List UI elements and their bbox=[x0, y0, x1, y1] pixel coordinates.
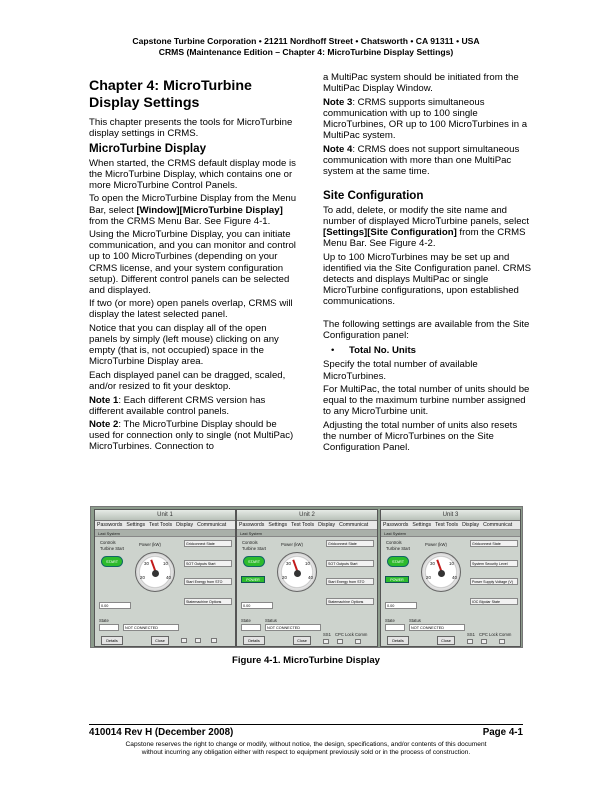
note-2: Note 2: The MicroTurbine Display should be used for connection only to single (not MultiPac) MicroTurbines. Connection to bbox=[89, 419, 294, 453]
power-label: Power (kW) bbox=[281, 542, 303, 547]
status-label: Status bbox=[265, 618, 277, 623]
note-4: Note 4: CRMS does not support simultaneous communication with more than one MultiPac system at the same time. bbox=[323, 143, 520, 177]
paragraph: Adjusting the total number of units also resets the number of MicroTurbines on the Site Configuration Panel. bbox=[323, 419, 518, 454]
check-label: CPC Lock bbox=[479, 632, 498, 637]
control-panel-unit-2[interactable] bbox=[236, 509, 378, 647]
check-label: SS1 bbox=[467, 632, 475, 637]
power-indicator: POWER bbox=[241, 576, 265, 583]
menu-settings[interactable]: Settings bbox=[268, 522, 288, 528]
panel-body bbox=[95, 538, 235, 646]
close-button[interactable]: Close bbox=[437, 636, 455, 645]
power-readout: 0.00 bbox=[241, 602, 273, 609]
gauge-hub bbox=[294, 570, 301, 577]
gauge-hub bbox=[152, 570, 159, 577]
paragraph: Specify the total number of available MicroTurbines. bbox=[323, 359, 478, 382]
power-label: Power (kW) bbox=[139, 542, 161, 547]
state-field bbox=[99, 624, 119, 631]
gauge-tick: 30 bbox=[430, 561, 435, 566]
menu-communication[interactable]: Communicat bbox=[339, 522, 369, 528]
gauge-tick: 20 bbox=[140, 575, 145, 580]
dropdown[interactable]: Gridconnect State bbox=[470, 540, 518, 547]
controls-label: Controls bbox=[242, 540, 258, 545]
turbine-start-label: Turbine Start bbox=[100, 546, 125, 551]
menu-passwords[interactable]: Passwords bbox=[97, 522, 123, 528]
menu-settings[interactable]: Settings bbox=[412, 522, 432, 528]
checkbox[interactable] bbox=[337, 639, 343, 644]
bullet-dot-icon: • bbox=[331, 345, 335, 357]
power-indicator: POWER bbox=[385, 576, 409, 583]
dropdown[interactable]: Gridconnect State bbox=[326, 540, 374, 547]
dropdown[interactable]: System Security Level bbox=[470, 560, 518, 567]
check-label: CPC Lock bbox=[335, 632, 354, 637]
controls-label: Controls bbox=[386, 540, 402, 545]
paragraph: To add, delete, or modify the site name and number of displayed MicroTurbine panels, select [Settings][Site Configuration] from the CRMS Menu Bar. See Figure 4-2. bbox=[323, 204, 530, 250]
menu-test-tools[interactable]: Test Tools bbox=[435, 522, 459, 528]
start-button[interactable]: START bbox=[387, 556, 409, 567]
paragraph: Notice that you can display all of the open panels by simply (left mouse) clicking on any empty (that is, not occupied) space in the MicroTurbine Display area. bbox=[89, 323, 279, 368]
status-field: NOT CONNECTED bbox=[123, 624, 179, 631]
note-1: Note 1: Each different CRMS version has different available control panels. bbox=[89, 394, 266, 417]
chapter-title: Chapter 4: MicroTurbine Display Settings bbox=[89, 78, 252, 111]
toolbar: Last System bbox=[95, 530, 235, 537]
page-header bbox=[0, 36, 612, 58]
gauge-hub bbox=[438, 570, 445, 577]
menu-test-tools[interactable]: Test Tools bbox=[149, 522, 173, 528]
menu-passwords[interactable]: Passwords bbox=[383, 522, 409, 528]
microturbine-display-figure bbox=[90, 506, 523, 648]
right-column bbox=[323, 72, 531, 456]
menu-test-tools[interactable]: Test Tools bbox=[291, 522, 315, 528]
gauge-tick: 10 bbox=[305, 561, 310, 566]
footer-divider bbox=[89, 724, 523, 725]
section-heading-microturbine-display: MicroTurbine Display bbox=[89, 141, 207, 155]
gauge-tick: 30 bbox=[144, 561, 149, 566]
checkbox[interactable] bbox=[499, 639, 505, 644]
disclaimer-line-2: without incurring any obligation either with respect to equipment previously sold or in the process of construction. bbox=[141, 749, 471, 757]
paragraph: Using the MicroTurbine Display, you can initiate communication, and you can monitor and control up to 100 MicroTurbines (depending on your CRMS license, and your system configuration setup). Different control panels can be selected and displayed. bbox=[89, 229, 296, 296]
paragraph: The following settings are available from the Site Configuration panel: bbox=[323, 319, 530, 342]
start-button[interactable]: START bbox=[243, 556, 265, 567]
menu-passwords[interactable]: Passwords bbox=[239, 522, 265, 528]
disclaimer-line-1: Capstone reserves the right to change or modify, without notice, the design, specifications, and/or contents of this document bbox=[125, 741, 487, 748]
dropdown[interactable]: Start Energy from STO bbox=[326, 578, 374, 585]
dropdown[interactable]: SOT Outputs Start bbox=[326, 560, 374, 567]
gauge-tick: 10 bbox=[449, 561, 454, 566]
check-label: SS1 bbox=[323, 632, 331, 637]
dropdown[interactable]: Start Energy from STO bbox=[184, 578, 232, 585]
checkbox[interactable] bbox=[181, 638, 187, 643]
check-label: Comm bbox=[355, 632, 368, 637]
menu-communication[interactable]: Communicat bbox=[483, 522, 513, 528]
dropdown[interactable]: Gridconnect State bbox=[184, 540, 232, 547]
status-field: NOT CONNECTED bbox=[409, 624, 465, 631]
paragraph: To open the MicroTurbine Display from the Menu Bar, select [Window][MicroTurbine Display] from the CRMS Menu Bar. See Figure 4-1. bbox=[89, 193, 297, 227]
menu-bar bbox=[237, 521, 377, 530]
gauge-tick: 30 bbox=[286, 561, 291, 566]
footer-document-revision: 410014 Rev H (December 2008) bbox=[89, 727, 234, 738]
checkbox[interactable] bbox=[323, 639, 329, 644]
close-button[interactable]: Close bbox=[293, 636, 311, 645]
menu-communication[interactable]: Communicat bbox=[197, 522, 227, 528]
section-heading-site-configuration: Site Configuration bbox=[323, 188, 424, 202]
power-readout: 0.00 bbox=[99, 602, 131, 609]
gauge-tick: 10 bbox=[163, 561, 168, 566]
power-label: Power (kW) bbox=[425, 542, 447, 547]
details-button[interactable]: Details bbox=[243, 636, 265, 645]
power-gauge bbox=[421, 552, 461, 592]
control-panel-unit-1[interactable] bbox=[94, 509, 236, 647]
menu-settings[interactable]: Settings bbox=[126, 522, 146, 528]
window-title[interactable]: Unit 3 bbox=[381, 510, 520, 521]
window-title[interactable]: Unit 1 bbox=[95, 510, 235, 521]
power-readout: 0.00 bbox=[385, 602, 417, 609]
dropdown[interactable]: Power Supply Voltage (V) bbox=[470, 578, 518, 585]
details-button[interactable]: Details bbox=[101, 636, 123, 645]
toolbar: Last System bbox=[237, 530, 377, 537]
power-gauge bbox=[277, 552, 317, 592]
control-panel-unit-3[interactable] bbox=[380, 509, 521, 647]
dropdown[interactable]: SOT Outputs Start bbox=[184, 560, 232, 567]
status-field: NOT CONNECTED bbox=[265, 624, 321, 631]
status-label: Status bbox=[409, 618, 421, 623]
checkbox[interactable] bbox=[211, 638, 217, 643]
start-button[interactable]: START bbox=[101, 556, 123, 567]
intro-paragraph: This chapter presents the tools for MicroTurbine display settings in CRMS. bbox=[89, 117, 293, 140]
state-label: State bbox=[385, 618, 395, 623]
header-line-2: CRMS (Maintenance Edition – Chapter 4: MicroTurbine Display Settings) bbox=[158, 47, 454, 57]
state-label: State bbox=[241, 618, 251, 623]
controls-label: Controls bbox=[100, 540, 116, 545]
footer-disclaimer bbox=[0, 741, 612, 758]
paragraph: For MultiPac, the total number of units should be equal to the maximum turbine number assigned to any MicroTurbine unit. bbox=[323, 384, 530, 418]
panel-body bbox=[237, 538, 377, 646]
menu-display[interactable]: Display bbox=[462, 522, 480, 528]
state-field bbox=[385, 624, 405, 631]
menu-display[interactable]: Display bbox=[318, 522, 336, 528]
checkbox[interactable] bbox=[467, 639, 473, 644]
menu-bar bbox=[381, 521, 520, 530]
paragraph: When started, the CRMS default display mode is the MicroTurbine Display, which contains one or more MicroTurbine Control Panels. bbox=[89, 157, 296, 191]
gauge-tick: 20 bbox=[426, 575, 431, 580]
gauge-tick: 40 bbox=[452, 575, 457, 580]
state-label: State bbox=[99, 618, 109, 623]
gauge-tick: 40 bbox=[308, 575, 313, 580]
figure-caption: Figure 4-1. MicroTurbine Display bbox=[231, 655, 381, 666]
checkbox[interactable] bbox=[195, 638, 201, 643]
menu-bar bbox=[95, 521, 235, 530]
note-3: Note 3: CRMS supports simultaneous communication with up to 100 single MicroTurbines, OR up to 100 MicroTurbines in a MultiPac system. bbox=[323, 96, 528, 141]
paragraph: If two (or more) open panels overlap, CRMS will display the latest selected panel. bbox=[89, 298, 293, 321]
bullet-item: • Total No. Units bbox=[331, 345, 416, 357]
checkbox[interactable] bbox=[481, 639, 487, 644]
turbine-start-label: Turbine Start bbox=[242, 546, 267, 551]
details-button[interactable]: Details bbox=[387, 636, 409, 645]
turbine-start-label: Turbine Start bbox=[386, 546, 411, 551]
header-line-1: Capstone Turbine Corporation • 21211 Nordhoff Street • Chatsworth • CA 91311 • USA bbox=[132, 36, 480, 46]
gauge-tick: 40 bbox=[166, 575, 171, 580]
state-field bbox=[241, 624, 261, 631]
close-button[interactable]: Close bbox=[151, 636, 169, 645]
gauge-tick: 20 bbox=[282, 575, 287, 580]
left-column bbox=[89, 78, 297, 455]
dropdown[interactable]: IOC Bipolar State bbox=[470, 598, 518, 605]
footer-page-number: Page 4-1 bbox=[482, 727, 523, 738]
dropdown[interactable]: Statemachine Options bbox=[184, 598, 232, 605]
paragraph: Up to 100 MicroTurbines may be set up and identified via the Site Configuration panel. CRMS detects and displays MultiPac or single MicroTurbine configurations, upon established communications. bbox=[323, 251, 531, 308]
panel-body bbox=[381, 538, 520, 646]
window-title[interactable]: Unit 2 bbox=[237, 510, 377, 521]
checkbox[interactable] bbox=[355, 639, 361, 644]
menu-display[interactable]: Display bbox=[176, 522, 194, 528]
paragraph: a MultiPac system should be initiated from the MultiPac Display Window. bbox=[323, 72, 519, 95]
check-label: Comm bbox=[499, 632, 512, 637]
toolbar: Last System bbox=[381, 530, 520, 537]
paragraph: Each displayed panel can be dragged, scaled, and/or resized to fit your desktop. bbox=[89, 369, 286, 392]
dropdown[interactable]: Statemachine Options bbox=[326, 598, 374, 605]
power-gauge bbox=[135, 552, 175, 592]
